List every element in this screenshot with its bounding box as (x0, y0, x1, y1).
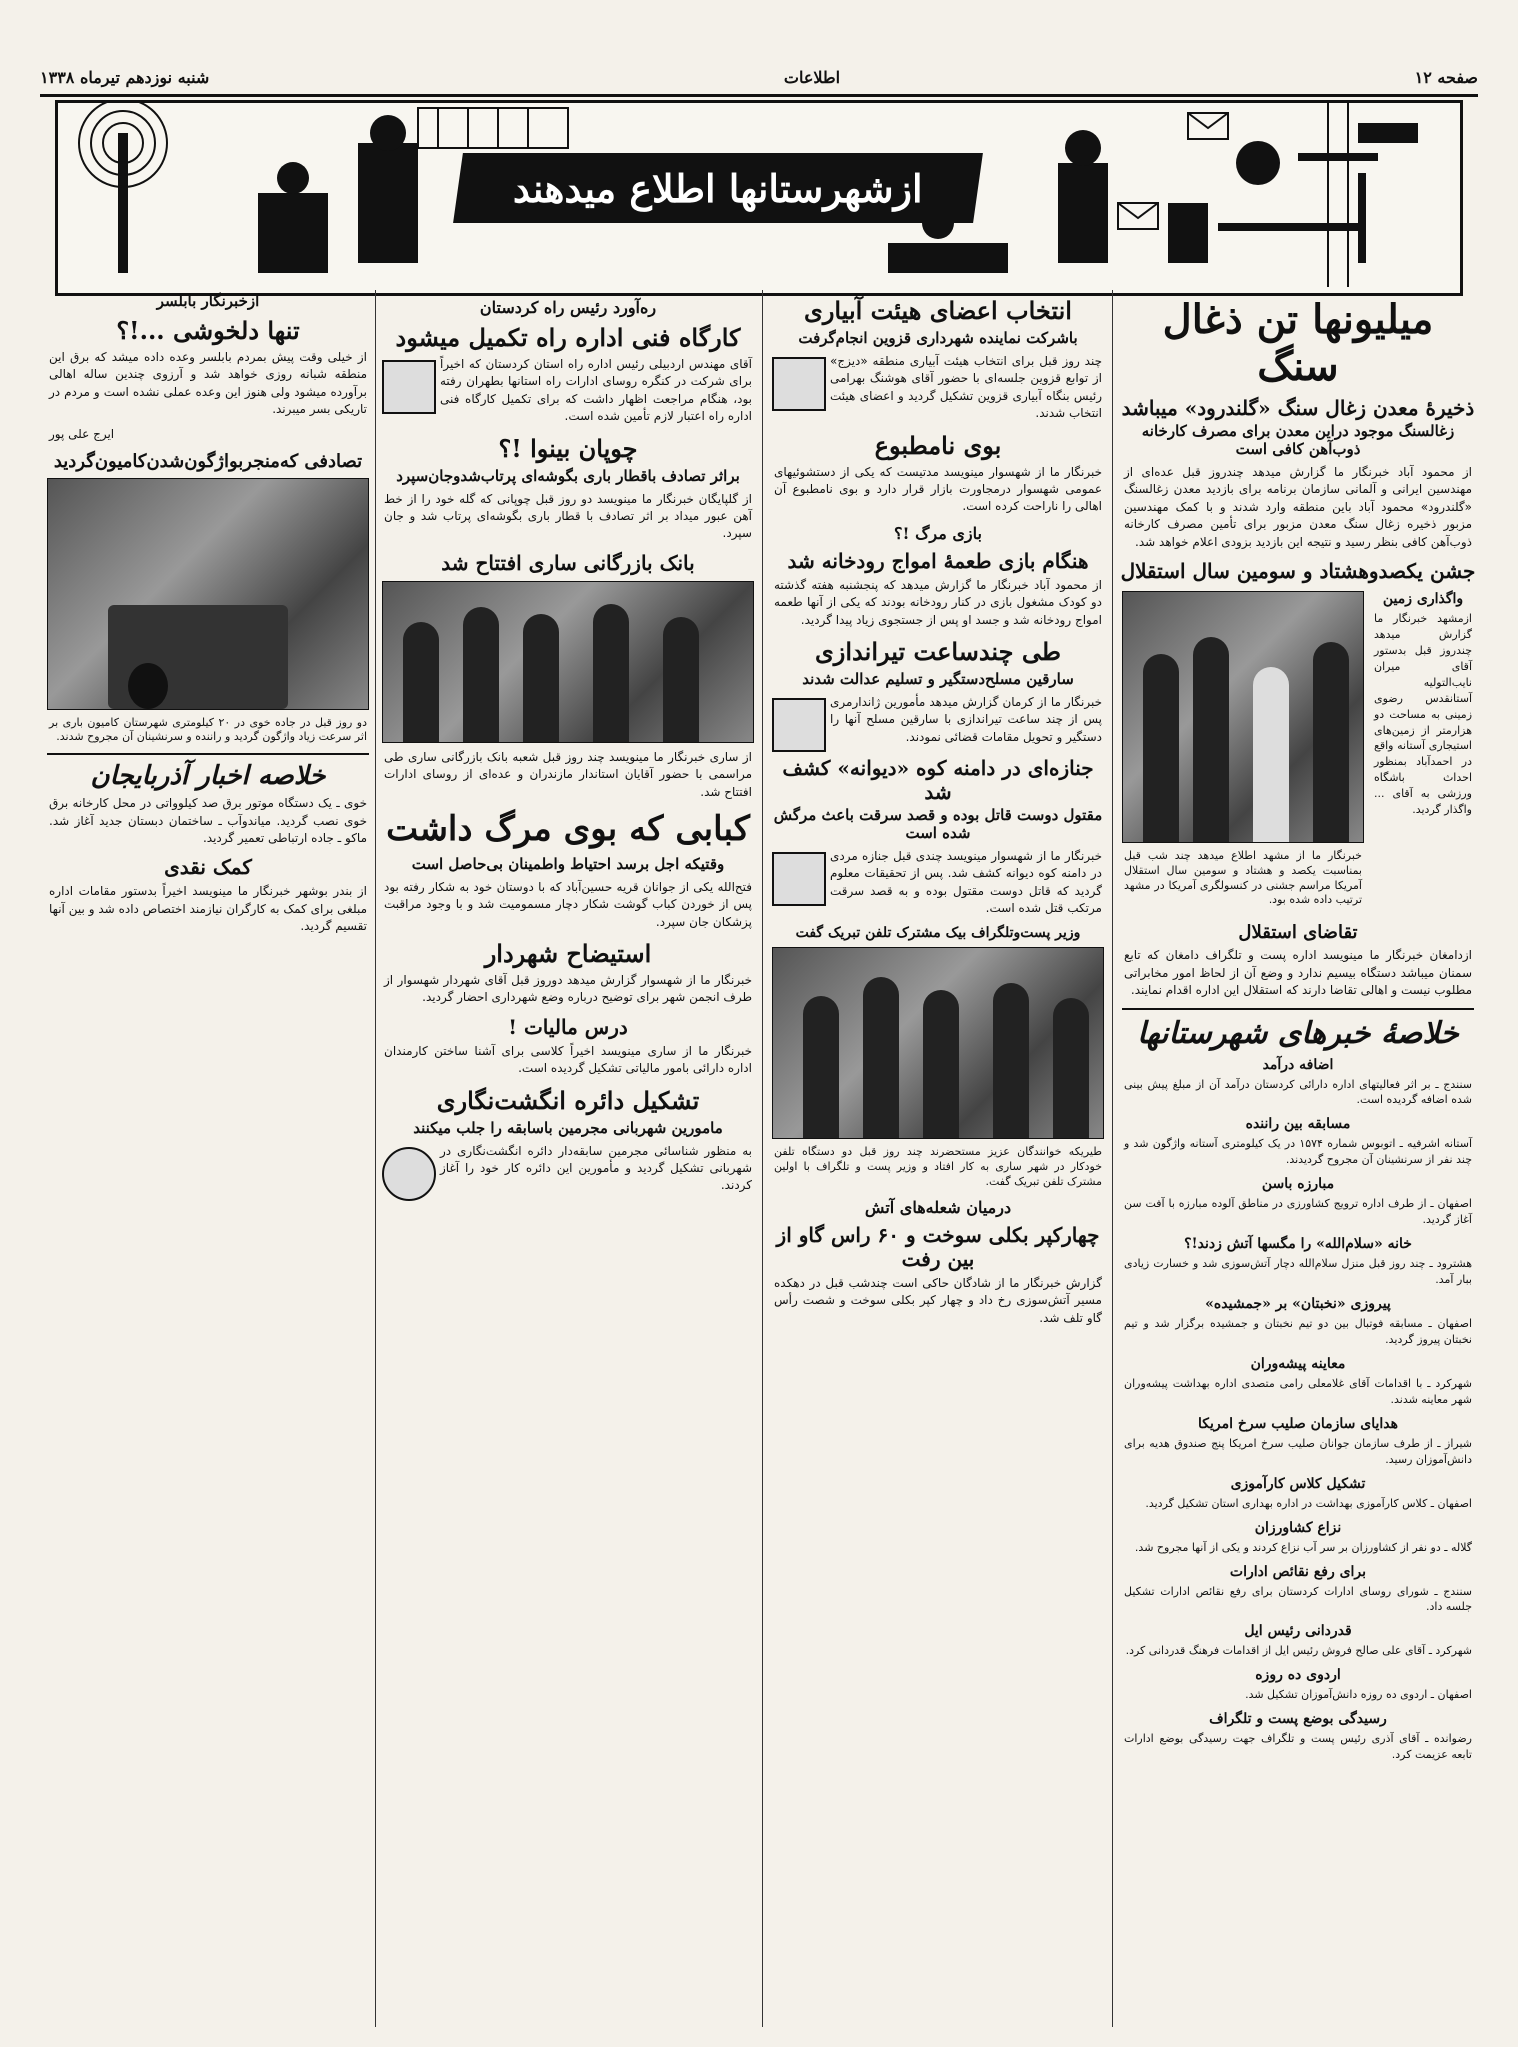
headline-game: هنگام بازی طعمهٔ امواج رودخانه شد (787, 548, 1089, 573)
truck-photo (47, 478, 369, 710)
summary-item-title: نزاع کشاورزان (1254, 1519, 1342, 1536)
headline-kebab: کبابی که بوی مرگ داشت (386, 808, 750, 849)
summary-item-title: اردوی ده روزه (1255, 1667, 1341, 1684)
azerbaijan-title: خلاصه اخبار آذربایجان (90, 761, 326, 792)
headline-shooting: طی چندساعت تیراندازی (815, 636, 1061, 666)
headline-irrigation: انتخاب اعضای هیئت آبیاری (804, 296, 1072, 325)
headline-land: واگذاری زمین (1382, 590, 1464, 607)
summary-item-body: شیراز ـ از طرف سازمان جوانان صلیب سرخ امریکا پنج صندوق هدیه برای دانش‌آموزان رسید. (1124, 1436, 1472, 1466)
summary-item-body: شهرکرد ـ آقای علی صالح فروش رئیس ایل از اقدامات فرهنگ قدردانی کرد. (1125, 1644, 1472, 1658)
party-photo-block (1118, 585, 1368, 916)
subhead-shepherd: براثر تصادف باقطار باری بگوشه‌ای پرتاب‌شدوجان‌سپرد (396, 466, 740, 485)
article-independence-body: ازدامغان خبرنگار ما مینویسد اداره پست و تلگراف دامغان که تابع سمنان میباشد دستگاه بیسیم ندارد و وضع آن از لحاظ امور مخابراتی مطلوب نیست و اهالی تقاضا دارند که استقلال این اداره اقدام نمایند. (1124, 948, 1472, 998)
party-photo (1122, 591, 1364, 843)
issue-date: شنبه نوزدهم تیرماه ۱۳۳۸ (40, 67, 210, 87)
subhead-corpse: مقتول دوست قاتل بوده و قصد سرقت باعث مرگش شده است (773, 805, 1103, 842)
article-coal-body: از محمود آباد خبرنگار ما گزارش میدهد چندروز قبل عده‌ای از مهندسین ایرانی و آلمانی سازمان برنامه برای بازدید معدن زغالسنگ «گلندرود» محمود آباد باین منطقه وارد شدند و با کمک مهندسین مزبور ذخیره زغال سنگ معدن مزبور برای تأمین مصرف کارخانه ذوب‌آهن کافی بنظر رسید و نتیجه این بازدید بزودی اعلام خواهد شد. (1124, 465, 1472, 549)
article-bank-body: از ساری خبرنگار ما مینویسد چند روز قبل شعبه بانک بازرگانی ساری طی مراسمی با حضور آقایان استاندار مازندران و عده‌ای از روسای ادارات افتتاح شد. (384, 749, 752, 799)
column-rule (762, 290, 763, 2027)
land-article (1368, 585, 1478, 916)
summary-item-title: اضافه درآمد (1262, 1056, 1334, 1073)
article-shepherd-body: از گلپایگان خبرنگار ما مینویسد دو روز قبل چوپانی که گله خود را از خط آهن عبور میداد بر اثر تصادف با قطار باری بگوشه‌ای پرتاب شد و جان سپرد. (384, 491, 752, 541)
minister-caption: طیریکه خوانندگان عزیز مستحضرند چند روز قبل دو دستگاه تلفن خودکار در شهر ساری به کار افتاد و وزیر پست و تلگراف با اولین مشترک تلفن تبریک گفت. (774, 1145, 1102, 1189)
city-icon (772, 357, 826, 411)
column-1 (1118, 290, 1478, 2027)
headline-corpse: جنازه‌ای در دامنه کوه «دیوانه» کشف شد (782, 755, 1094, 804)
subhead-irrigation: باشرکت نماینده شهرداری قزوین انجام‌گرفت (798, 329, 1078, 347)
summary-item-body: اصفهان ـ اردوی ده روزه دانش‌آموزان تشکیل شد. (1245, 1688, 1472, 1702)
headline-independence-party: جشن یکصدوهشتاد و سومین سال استقلال (1120, 558, 1476, 583)
photo-row (1118, 585, 1478, 916)
article-shooting-body: خبرنگار ما از کرمان گزارش میدهد مأمورین ژاندارمری پس از چند ساعت تیراندازی با سارقین مسلح آنها را دستگیر و تحویل مقامات قضائی نمودند. (830, 694, 1102, 744)
summary-item-title: قدردانی رئیس ایل (1244, 1623, 1352, 1640)
headline-smell: بوی نامطبوع (874, 430, 1002, 460)
headline-independence-request: تقاضای استقلال (1238, 922, 1358, 944)
summary-item-title: مسابقه بین راننده (1245, 1116, 1351, 1133)
page-number: صفحه ۱۲ (1414, 67, 1478, 87)
summary-item-body: سنندج ـ بر اثر فعالیتهای اداره دارائی کردستان درآمد آن از مبلغ پیش بینی شده اضافه گردیده است. (1124, 1077, 1472, 1107)
summary-item-body: اصفهان ـ مسابقه فوتبال بین دو تیم نخبتان و جمشیده برگزار شد و تیم نخبتان پیروز گردید. (1124, 1317, 1472, 1346)
article-tax-body: خبرنگار ما از ساری مینویسد اخیراً کلاسی برای آشنا ساختن کارمندان اداره دارائی بامور مالیاتی تشکیل گردیده است. (384, 1043, 752, 1076)
subhead-coal-2: زغالسنگ موجود دراین معدن برای مصرف کارخانه ذوب‌آهن کافی است (1141, 422, 1455, 458)
kicker-road: ره‌آورد رئیس راه کردستان (479, 298, 657, 317)
headline-fire: چهارکپر بکلی سوخت و ۶۰ راس گاو از بین رفت (776, 1223, 1100, 1271)
shield-icon (382, 1147, 436, 1201)
summary-item-body: شهرکرد ـ با اقدامات آقای غلامعلی رامی متصدی اداره بهداشت پیشه‌وران شهر معاینه شدند. (1124, 1376, 1472, 1406)
article-land-body: ازمشهد خبرنگار ما گزارش میدهد چندروز قبل بدستور آقای میران نایب‌التولیه آستانقدس رضوی زمینی به مساحت دو هزارمتر از زمین‌های استیجاری آستانه واقع در احمدآباد بمنظور احداث باشگاه ورزشی به آقای ... واگذار گردید. (1374, 611, 1472, 817)
reporter-label: ازخبرنگار بابلسر (156, 292, 260, 310)
bank-photo (382, 581, 754, 743)
headline-fingerprint: تشکیل دائره انگشت‌نگاری (436, 1085, 700, 1115)
reporter-icon (772, 698, 826, 752)
summary-item-title: پیروزی «نخبتان» بر «جمشیده» (1205, 1296, 1391, 1312)
summary-item-body: هشترود ـ چند روز قبل منزل سلام‌الله دچار آتش‌سوزی شد و خسارت زیادی ببار آمد. (1124, 1257, 1472, 1287)
headline-lonely: تنها دلخوشی ...!؟ (116, 316, 300, 345)
headline-coal: میلیونها تن ذغال سنگ (1162, 296, 1434, 390)
summary-item-body: اصفهان ـ از طرف اداره ترویج کشاورزی در مناطق آلوده مبارزه با آفت سن آغاز گردید. (1124, 1197, 1472, 1227)
kicker-fire: درمیان شعله‌های آتش (864, 1198, 1012, 1217)
new-badge-icon (772, 852, 826, 906)
headline-aid: کمک نقدی (164, 855, 252, 880)
summary-item-title: هدایای سازمان صلیب سرخ امریکا (1197, 1415, 1399, 1432)
author-signature: ایرج علی پور (49, 426, 115, 441)
article-fingerprint-body: به منظور شناسائی مجرمین سابقه‌دار دائره انگشت‌نگاری در شهربانی تشکیل گردید و مأمورین این دائره کار خود را آغاز کردند. (440, 1143, 752, 1193)
paper-name: اطلاعات (783, 67, 841, 87)
page-header (40, 60, 1478, 97)
azerbaijan-body: خوی ـ یک دستگاه موتور برق صد کیلوواتی در محل کارخانه برق خوی نصب گردید. میاندوآب ـ ساختمان دبستان جدید آغاز شد. ماکو ـ جاده ارتباطی تعمیر گردید. (49, 796, 367, 846)
kicker-game: بازی مرگ !؟ (894, 523, 982, 543)
summary-item-body: اصفهان ـ کلاس کارآموزی بهداشت در اداره بهداری استان تشکیل گردید. (1145, 1496, 1472, 1510)
subhead-kebab: وقتیکه اجل برسد احتیاط واطمینان بی‌حاصل است (411, 854, 725, 873)
summary-title: خلاصهٔ خبرهای شهرستانها (1137, 1015, 1459, 1051)
subhead-shooting: سارقین مسلح‌دستگیر و تسلیم عدالت شدند (802, 669, 1074, 688)
article-aid-body: از بندر بوشهر خبرنگار ما مینویسد اخیراً بدستور مقامات اداره مبلغی برای کمک به کارگران نیازمند اختصاص داده شد و بین آنها تقسیم گردید. (49, 884, 367, 934)
article-corpse-body: خبرنگار ما از شهسوار مینویسد چندی قبل جنازه مردی در دامنه کوه دیوانه کشف شد. پس از تحقیقات معلوم گردید که قاتل دوست مقتول بوده و به قصد سرقت مرتکب قتل شده است. (830, 848, 1102, 916)
headline-tax: درس مالیات ! (508, 1014, 628, 1039)
article-mayor-body: خبرنگار ما از شهسوار گزارش میدهد دوروز قبل آقای شهردار شهسوار از طرف انجمن شهر برای توضیح درباره وضع شهرداری احضار گردید. (384, 973, 752, 1005)
article-irrigation-body: چند روز قبل برای انتخاب هیئت آبیاری منطقه «دیزج» از توابع قزوین جلسه‌ای با حضور آقای هوشنگ بهرامی رئیس بنگاه آبیاری قزوین تشکیل گردید و اعضای هیئت انتخاب شدند. (830, 354, 1102, 421)
summary-item-title: مبارزه باسن (1261, 1176, 1335, 1193)
headline-shepherd: چوپان بینوا !؟ (498, 433, 638, 463)
headline-minister: وزیر پست‌وتلگراف بیک مشترک تلفن تبریک گفت (795, 925, 1081, 942)
headline-mayor: استیضاح شهردار (484, 939, 652, 969)
article-game-body: از محمود آباد خبرنگار ما گزارش میدهد که پنجشنبه هفته گذشته دو کودک مشغول بازی در کنار رودخانه بودند که یکی از آنها طعمه امواج رودخانه شد و جسد او پس از جستجوی زیاد پیدا گردید. (774, 577, 1102, 627)
summary-item-body: آستانه اشرفیه ـ اتوبوس شماره ۱۵۷۴ در یک کیلومتری آستانه واژگون شد و چند نفر از سرنشینان آن مجروح گردیدند. (1124, 1137, 1472, 1167)
party-photo-caption: خبرنگار ما از مشهد اطلاع میدهد چند شب قبل بمناسبت یکصد و هشتاد و سومین سال استقلال آمریکا مراسم جشنی در کنسولگری آمریکا در مشهد ترتیب داده شده بود. (1124, 848, 1362, 907)
column-rule (1112, 290, 1113, 2027)
column-4 (43, 290, 373, 2027)
article-road-body: آقای مهندس اردبیلی رئیس اداره راه استان کردستان که اخیراً برای شرکت در کنگره روسای ادارات راه استانها بطهران رفته بود، هنگام مراجعت اظهار داشت که برای تکمیل کارگاه فنی اداره راه اعتبار لازم تأمین شده است. (440, 357, 752, 424)
summary-item-body: گلاله ـ دو نفر از کشاورزان بر سر آب نزاع کردند و یکی از آنها مجروح شد. (1134, 1540, 1472, 1554)
article-lonely-body: از خیلی وقت پیش بمردم بابلسر وعده داده میشد که برق این منطقه شبانه روزی خواهد شد و آرزوی چندین ساله اهالی برآورده میشود ولی هنوز این وعده عملی نشده است و مردم در تاریکی بسر میبرند. (49, 350, 367, 417)
summary-item-body: رضوانده ـ آقای آذری رئیس پست و تلگراف جهت رسیدگی بوضع ادارات تابعه عزیمت کرد. (1124, 1732, 1472, 1762)
column-2 (768, 290, 1108, 2027)
summary-list (1118, 1057, 1478, 1764)
summary-item-title: خانه «سلام‌الله» را مگسها آتش زدند!؟ (1184, 1236, 1412, 1253)
mosque-icon (382, 360, 436, 414)
article-kebab-body: فتح‌الله یکی از جوانان قریه حسین‌آباد که با دوستان خود به شکار رفته بود پس از خوردن کباب گوشت شکار دچار مسمومیت شد و با وجود مراقبت پزشکان جان سپرد. (384, 879, 752, 929)
summary-item-title: برای رفع نقائص ادارات (1229, 1563, 1367, 1580)
minister-photo (772, 947, 1104, 1139)
headline-bank: بانک بازرگانی ساری افتتاح شد (441, 550, 695, 575)
summary-item-title: رسیدگی بوضع پست و تلگراف (1209, 1711, 1387, 1728)
subhead-fingerprint: مامورین شهربانی مجرمین باسابقه را جلب میکنند (413, 1118, 723, 1137)
banner-title: ازشهرستانها اطلاع میدهند (453, 153, 983, 223)
section-banner (55, 100, 1463, 296)
truck-caption: دو روز قبل در جاده خوی در ۲۰ کیلومتری شهرستان کامیون باری بر اثر سرعت زیاد واژگون گردید و راننده و سرنشینان آن مجروح شدند. (49, 715, 367, 744)
headline-road: کارگاه فنی اداره راه تکمیل میشود (395, 323, 741, 352)
article-fire-body: گزارش خبرنگار ما از شادگان حاکی است چندشب قبل در دهکده مسیر آتش‌سوزی رخ داد و چهار کپر بکلی سوخت و شصت رأس گاو تلف شد. (774, 1276, 1102, 1325)
summary-item-body: سنندج ـ شورای روسای ادارات کردستان برای رفع نقائص ادارات تشکیل جلسه داد. (1124, 1584, 1472, 1614)
summary-item-title: معاینه پیشه‌وران (1250, 1355, 1346, 1372)
column-3 (378, 290, 758, 2027)
article-smell-body: خبرنگار ما از شهسوار مینویسد مدتیست که یکی از دستشوئیهای عمومی شهسوار درمجاورت بازار قرار دارد و بوی نامطبوع آن اهالی را ناراحت کرده است. (774, 464, 1102, 514)
headline-truck: تصادفی که‌منجربواژگون‌شدن‌کامیون‌گردید (53, 450, 363, 472)
column-rule (375, 290, 376, 2027)
summary-item-title: تشکیل کلاس کارآموزی (1230, 1475, 1366, 1492)
subhead-coal: ذخیرهٔ معدن زغال سنگ «گلندرود» میباشد (1121, 396, 1475, 420)
